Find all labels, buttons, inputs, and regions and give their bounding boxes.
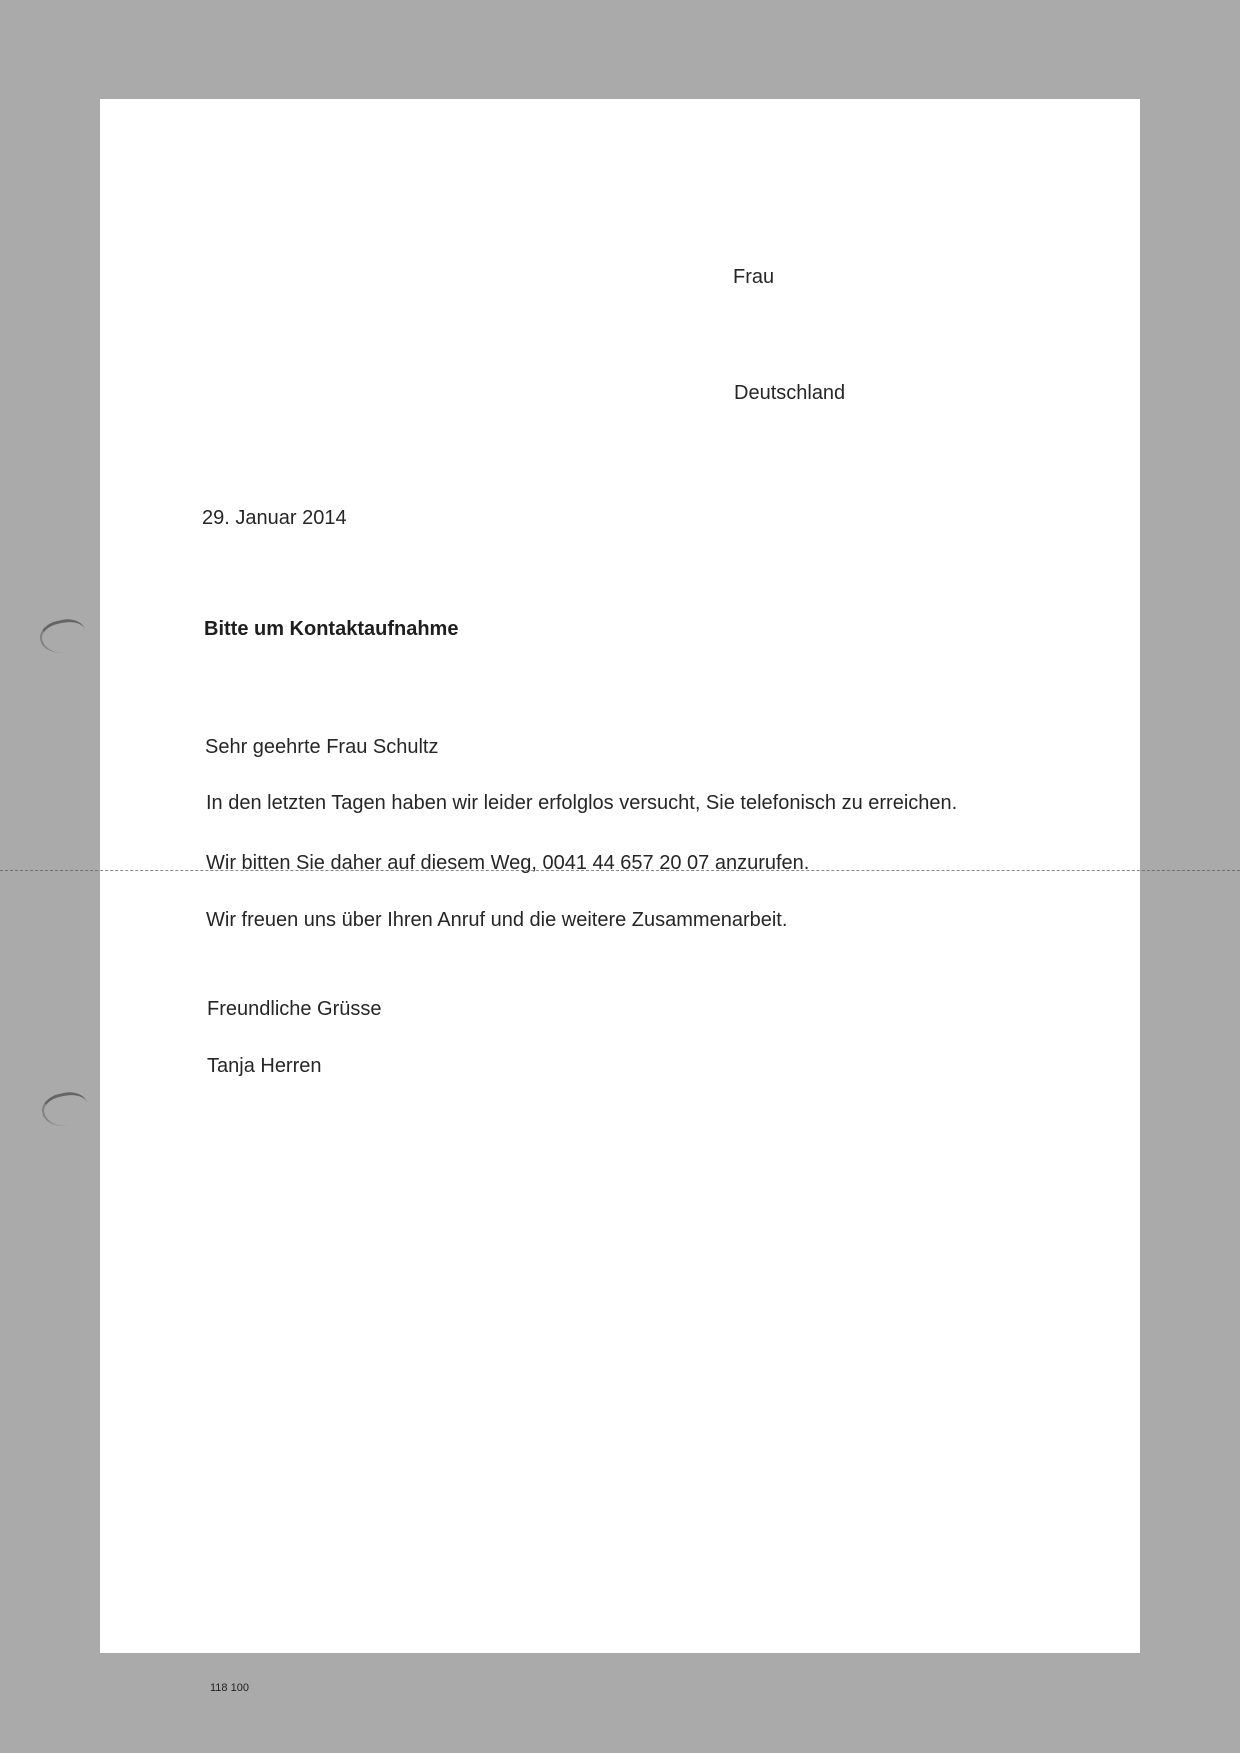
fold-line (0, 870, 1240, 871)
letter-signature: Tanja Herren (207, 1055, 322, 1077)
body-paragraph-2: Wir bitten Sie daher auf diesem Weg, 0041 44 657 20 07 anzurufen. (206, 852, 810, 874)
recipient-country: Deutschland (734, 382, 846, 404)
footer-code: 118 100 (210, 1682, 249, 1694)
punch-hole-mark (39, 1089, 91, 1131)
letter-closing: Freundliche Grüsse (207, 998, 382, 1020)
punch-hole-mark (37, 616, 89, 658)
letter-subject: Bitte um Kontaktaufnahme (204, 618, 459, 640)
body-paragraph-3: Wir freuen uns über Ihren Anruf und die weitere Zusammenarbeit. (206, 909, 788, 931)
letter-page (100, 99, 1140, 1653)
letter-date: 29. Januar 2014 (202, 507, 347, 529)
body-paragraph-1: In den letzten Tagen haben wir leider erfolglos versucht, Sie telefonisch zu erreichen. (206, 792, 958, 814)
recipient-salutation: Frau (733, 266, 775, 288)
letter-greeting: Sehr geehrte Frau Schultz (205, 736, 439, 758)
